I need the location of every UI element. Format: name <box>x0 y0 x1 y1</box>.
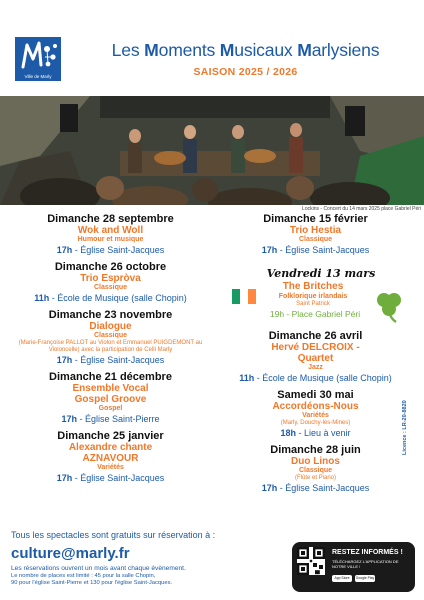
st-patrick-event <box>232 267 410 327</box>
event-time: 17h <box>56 355 73 365</box>
event-title: Accordéons-Nous <box>272 401 359 412</box>
event-item <box>212 389 419 439</box>
logo-caption: Ville de Marly <box>24 74 52 79</box>
event-time: 17h <box>56 473 73 483</box>
app-promo <box>292 542 415 592</box>
event-place: 17h - Église Saint-Jacques <box>56 355 165 365</box>
event-time: 17h <box>56 245 73 255</box>
event-date: Dimanche 23 novembre <box>48 309 173 321</box>
event-title: Dialogue <box>89 321 132 332</box>
event-venue: Église Saint-Jacques <box>285 245 370 255</box>
event-genre: Classique <box>298 236 333 243</box>
licence-number: Licence : LR-20-8820 <box>402 400 408 455</box>
event-date: Vendredi 13 mars <box>266 267 376 280</box>
irish-flag-icon <box>232 289 256 304</box>
event-title: Hervé DELCROIX - <box>271 342 360 353</box>
app-headline: RESTEZ INFORMÉS ! <box>332 549 403 556</box>
event-venue: Église Saint-Jacques <box>80 355 165 365</box>
title-part: oments <box>158 40 220 60</box>
event-place: 17h - Église Saint-Pierre <box>61 414 160 424</box>
event-genre: Variétés <box>97 464 124 471</box>
event-title: Duo Linos <box>291 456 340 467</box>
qr-code-icon[interactable] <box>297 547 325 575</box>
event-place: 18h - Lieu à venir <box>280 428 351 438</box>
app-text: TÉLÉCHARGEZ L'APPLICATION DE NOTRE VILLE ! <box>332 559 399 569</box>
event-date: Dimanche 21 décembre <box>49 371 172 383</box>
capacity-notice-1: Le nombre de places est limité : 45 pour la salle Chopin, <box>11 573 156 579</box>
app-store-badge[interactable]: App Store <box>332 575 352 582</box>
google-play-badge[interactable]: Google Play <box>355 576 375 580</box>
event-title: Alexandre chante <box>68 442 153 453</box>
event-time: 18h <box>280 428 296 438</box>
event-item <box>212 213 419 256</box>
event-venue: Église Saint-Jacques <box>80 245 165 255</box>
concert-photo <box>0 96 424 205</box>
concert-stage-image <box>0 96 424 205</box>
event-title: Wok and Woll <box>77 225 144 236</box>
event-genre: Classique <box>298 467 333 474</box>
event-genre: Classique <box>93 332 128 339</box>
photo-caption: Lockins - Concert du 14 mars 2025 place Gabriel Péri <box>302 206 421 212</box>
footer <box>11 530 281 587</box>
booking-notice: Les réservations ouvrent un mois avant chaque évènement. <box>11 565 186 572</box>
shamrock-icon <box>372 289 406 323</box>
event-place: 11h - École de Musique (salle Chopin) <box>34 293 187 303</box>
event-time: 17h <box>261 483 278 493</box>
event-date: Samedi 30 mai <box>277 389 354 401</box>
events-right-column-bottom <box>212 330 419 499</box>
event-genre: Classique <box>93 284 128 291</box>
event-item <box>5 309 216 366</box>
event-venue: École de Musique (salle Chopin) <box>262 373 392 383</box>
events-right-column <box>212 213 419 261</box>
title-part: Les <box>111 40 145 60</box>
event-date: Dimanche 28 septembre <box>47 213 174 225</box>
event-place: 17h - Église Saint-Jacques <box>261 245 370 255</box>
event-note: Saint Patrick <box>296 301 330 307</box>
event-item <box>5 371 216 425</box>
event-genre: Variétés <box>302 412 329 419</box>
event-genre: Humour et musique <box>77 236 144 243</box>
event-venue: Église Saint-Jacques <box>80 473 165 483</box>
email-link[interactable]: culture@marly.fr <box>11 545 130 562</box>
event-time: 11h <box>34 293 50 303</box>
event-note: (Marie-Françoise PALLOT au Violon et Emmanuel PUIGDEMONT au Violoncelle) avec la participation de Celli Marly <box>18 340 203 353</box>
event-place: 17h - Église Saint-Jacques <box>261 483 370 493</box>
event-title: The Britches <box>282 281 344 292</box>
events-left-column <box>5 213 216 489</box>
event-place: 17h - Église Saint-Jacques <box>56 473 165 483</box>
event-place: 17h - Église Saint-Jacques <box>56 245 165 255</box>
event-venue: Église Saint-Jacques <box>285 483 370 493</box>
page-title <box>73 40 418 61</box>
event-date: Dimanche 28 juin <box>270 444 361 456</box>
event-title-line-2: Gospel Groove <box>74 394 147 405</box>
event-date: Dimanche 15 février <box>263 213 368 225</box>
event-genre: Gospel <box>98 405 123 412</box>
event-title: Ensemble Vocal <box>72 383 149 394</box>
event-title-line-2: AZNAVOUR <box>82 453 139 464</box>
event-venue: Église Saint-Pierre <box>84 414 160 424</box>
event-title: Trio Espròva <box>80 273 141 284</box>
title-part: M <box>297 40 312 60</box>
event-genre: Folklorique irlandais <box>278 293 348 300</box>
event-note: (Flûte et Piano) <box>294 475 337 481</box>
event-time: 11h <box>239 373 255 383</box>
event-item <box>5 261 216 304</box>
title-part: M <box>144 40 159 60</box>
event-venue: Lieu à venir <box>303 428 351 438</box>
capacity-notice-2: 90 pour l'église Saint-Pierre et 130 pour l'église Saint-Jacques. <box>11 580 173 586</box>
city-logo[interactable] <box>15 37 61 81</box>
event-time: 17h <box>261 245 278 255</box>
event-time: 17h <box>61 414 77 424</box>
event-place: 11h - École de Musique (salle Chopin) <box>239 373 392 383</box>
title-part: arlysiens <box>311 40 380 60</box>
event-date: Dimanche 25 janvier <box>57 430 164 442</box>
event-title: Trio Hestia <box>289 225 342 236</box>
free-notice: Tous les spectacles sont gratuits sur réservation à : <box>11 530 216 540</box>
event-note: (Marly, Douchy-les-Mines) <box>280 420 351 426</box>
header <box>0 0 424 96</box>
event-title-line-2: Quartet <box>297 353 334 364</box>
event-item <box>5 213 216 256</box>
event-item <box>212 444 419 494</box>
event-venue: École de Musique (salle Chopin) <box>57 293 187 303</box>
season-label: SAISON 2025 / 2026 <box>193 66 298 78</box>
event-genre: Jazz <box>308 364 323 371</box>
event-date: Dimanche 26 octobre <box>54 261 167 273</box>
event-item <box>212 330 419 384</box>
event-date: Dimanche 26 avril <box>268 330 363 342</box>
event-place: 19h - Place Gabriel Péri <box>269 309 361 319</box>
music-notes-logo-icon <box>15 37 61 73</box>
title-part: M <box>219 40 235 60</box>
event-item <box>5 430 216 484</box>
title-part: usicaux <box>234 40 298 60</box>
